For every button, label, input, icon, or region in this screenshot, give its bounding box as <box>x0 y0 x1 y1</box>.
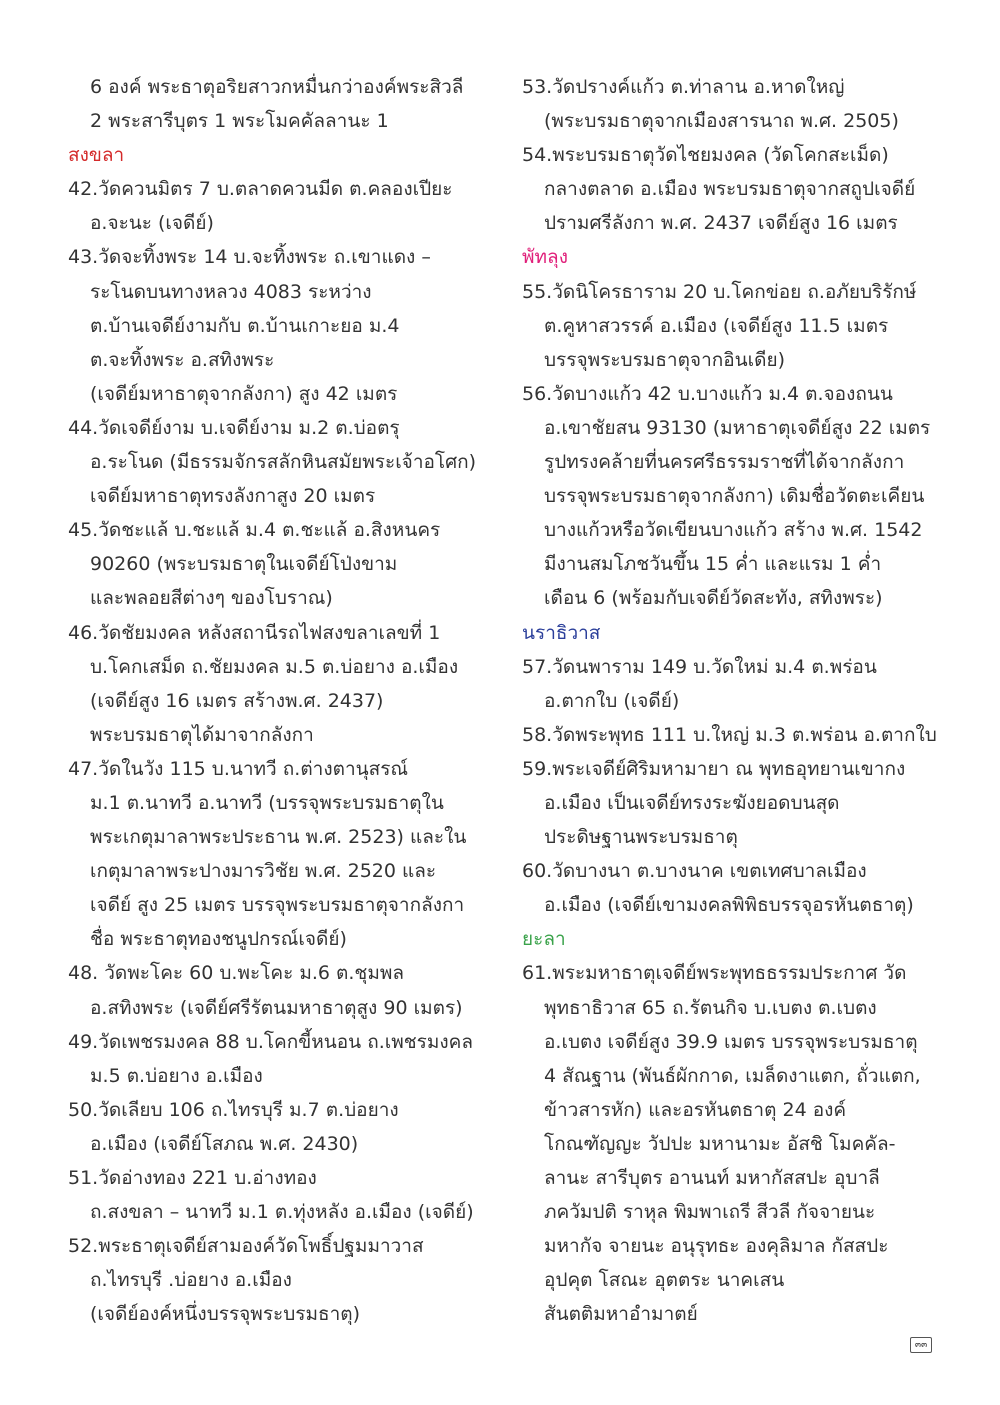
list-item-continuation: ปรามศรีลังกา พ.ศ. 2437 เจดีย์สูง 16 เมตร <box>544 212 898 235</box>
list-item-continuation: 4 สัณฐาน (พันธ์ผักกาด, เมล็ดงาแตก, ถั่วแตก, <box>544 1064 921 1087</box>
list-item: 50.วัดเลียบ 106 ถ.ไทรบุรี ม.7 ต.บ่อยาง <box>68 1098 399 1121</box>
list-item-continuation: เจดีย์ สูง 25 เมตร บรรจุพระบรมธาตุจากลังกา <box>90 894 465 917</box>
province-heading: นราธิวาส <box>522 621 601 644</box>
list-item-continuation: ภควัมปติ ราหุล พิมพาเถรี สีวลี กัจจายนะ <box>544 1201 876 1224</box>
list-item-continuation: ถ.สงขลา – นาทวี ม.1 ต.ทุ่งหลัง อ.เมือง (เจดีย์) <box>90 1201 474 1224</box>
list-item-continuation: อ.สทิงพระ (เจดีย์ศรีรัตนมหาธาตุสูง 90 เมตร) <box>90 996 463 1019</box>
list-item: 53.วัดปรางค์แก้ว ต.ท่าลาน อ.หาดใหญ่ <box>522 76 845 98</box>
list-item: 59.พระเจดีย์ศิริมหามายา ณ พุทธอุทยานเขากง <box>522 757 906 780</box>
list-item-continuation: พระบรมธาตุได้มาจากลังกา <box>90 723 314 746</box>
list-item-continuation: อุปคุต โสณะ อุตตระ นาคเสน <box>544 1269 785 1292</box>
list-item-continuation: 90260 (พระบรมธาตุในเจดีย์โป่งขาม <box>90 553 398 576</box>
page-number: ๓๓ <box>910 1337 932 1353</box>
list-item-continuation: อ.จะนะ (เจดีย์) <box>90 212 214 235</box>
list-item: 52.พระธาตุเจดีย์สามองค์วัดโพธิ์ปฐมมาวาส <box>68 1235 424 1258</box>
list-item-continuation: ต.จะทิ้งพระ อ.สทิงพระ <box>90 348 275 371</box>
list-item: 42.วัดควนมิตร 7 บ.ตลาดควนมีด ต.คลองเปียะ <box>68 178 453 201</box>
list-item: 54.พระบรมธาตุวัดไชยมงคล (วัดโคกสะเม็ด) <box>522 144 889 167</box>
list-item-continuation: บางแก้วหรือวัดเขียนบางแก้ว สร้าง พ.ศ. 1542 <box>544 519 923 542</box>
list-item-continuation: รูปทรงคล้ายที่นครศรีธรรมราชที่ได้จากลังกา <box>544 451 905 474</box>
list-item: 46.วัดชัยมงคล หลังสถานีรถไฟสงขลาเลขที่ 1 <box>68 621 441 644</box>
list-item-continuation: ชื่อ พระธาตุทองชนูปกรณ์เจดีย์) <box>90 928 347 951</box>
list-item-continuation: เดือน 6 (พร้อมกับเจดีย์วัดสะทัง, สทิงพระ) <box>544 587 883 610</box>
list-item-continuation: (เจดีย์สูง 16 เมตร สร้างพ.ศ. 2437) <box>90 689 384 712</box>
list-item-continuation: 2 พระสารีบุตร 1 พระโมคคัลลานะ 1 <box>90 110 389 133</box>
list-item-continuation: มีงานสมโภชวันขึ้น 15 ค่ำ และแรม 1 ค่ำ <box>544 553 882 576</box>
province-heading: ยะลา <box>522 928 566 951</box>
list-item: 56.วัดบางแก้ว 42 บ.บางแก้ว ม.4 ต.จองถนน <box>522 382 893 405</box>
list-item-continuation: อ.เขาชัยสน 93130 (มหาธาตุเจดีย์สูง 22 เมตร <box>544 416 931 439</box>
list-item-continuation: อ.เมือง (เจดีย์เขามงคลพิพิธบรรจุอรหันตธาตุ) <box>544 894 914 917</box>
list-item: 44.วัดเจดีย์งาม บ.เจดีย์งาม ม.2 ต.บ่อตรุ <box>68 416 400 439</box>
list-item: 51.วัดอ่างทอง 221 บ.อ่างทอง <box>68 1167 317 1189</box>
list-item-continuation: มหากัจ จายนะ อนุรุทธะ องคุลิมาล กัสสปะ <box>544 1235 889 1258</box>
list-item-continuation: อ.ตากใบ (เจดีย์) <box>544 689 680 712</box>
list-item: 48. วัดพะโคะ 60 บ.พะโคะ ม.6 ต.ชุมพล <box>68 962 405 985</box>
list-item-continuation: กลางตลาด อ.เมือง พระบรมธาตุจากสถูปเจดีย์ <box>544 178 916 201</box>
list-item-continuation: ประดิษฐานพระบรมธาตุ <box>544 826 738 849</box>
list-item-continuation: อ.เมือง เป็นเจดีย์ทรงระฆังยอดบนสุด <box>544 791 840 814</box>
left-column <box>68 70 488 1331</box>
list-item-continuation: (พระบรมธาตุจากเมืองสารนาถ พ.ศ. 2505) <box>544 110 899 133</box>
list-item: 43.วัดจะทิ้งพระ 14 บ.จะทิ้งพระ ถ.เขาแดง – <box>68 246 431 269</box>
list-item-continuation: เจดีย์มหาธาตุทรงลังกาสูง 20 เมตร <box>90 485 376 508</box>
list-item-continuation: ต.บ้านเจดีย์งามกับ ต.บ้านเกาะยอ ม.4 <box>90 314 400 337</box>
list-item-continuation: อ.เมือง (เจดีย์โสภณ พ.ศ. 2430) <box>90 1132 359 1155</box>
list-item: 45.วัดชะแล้ บ.ชะแล้ ม.4 ต.ชะแล้ อ.สิงหนคร <box>68 519 441 542</box>
province-heading: พัทลุง <box>522 246 568 269</box>
list-item: 60.วัดบางนา ต.บางนาค เขตเทศบาลเมือง <box>522 860 867 883</box>
list-item-continuation: ระโนดบนทางหลวง 4083 ระหว่าง <box>90 280 372 303</box>
list-item-continuation: โกณฑัญญะ วัปปะ มหานามะ อัสชิ โมคคัล- <box>544 1132 896 1155</box>
list-item-continuation: บรรจุพระบรมธาตุจากอินเดีย) <box>544 348 786 371</box>
list-item-continuation: ม.1 ต.นาทวี อ.นาทวี (บรรจุพระบรมธาตุใน <box>90 791 444 814</box>
list-item-continuation: บ.โคกเสม็ด ถ.ชัยมงคล ม.5 ต.บ่อยาง อ.เมือง <box>90 655 459 678</box>
list-item-continuation: (เจดีย์องค์หนึ่งบรรจุพระบรมธาตุ) <box>90 1303 361 1326</box>
right-column <box>522 70 952 1331</box>
list-item: 57.วัดนพาราม 149 บ.วัดใหม่ ม.4 ต.พร่อน <box>522 655 877 678</box>
list-item-continuation: ม.5 ต.บ่อยาง อ.เมือง <box>90 1064 263 1087</box>
list-item-continuation: ข้าวสารหัก) และอรหันตธาตุ 24 องค์ <box>544 1098 847 1121</box>
list-item-continuation: อ.ระโนด (มีธรรมจักรสลักหินสมัยพระเจ้าอโศก) <box>90 451 477 474</box>
province-heading: สงขลา <box>68 144 125 167</box>
list-item-continuation: และพลอยสีต่างๆ ของโบราณ) <box>90 587 333 610</box>
list-item: 58.วัดพระพุทธ 111 บ.ใหญ่ ม.3 ต.พร่อน อ.ตากใบ <box>522 723 937 746</box>
list-item-continuation: ถ.ไทรบุรี .บ่อยาง อ.เมือง <box>90 1269 292 1292</box>
list-item-continuation: พระเกตุมาลาพระประธาน พ.ศ. 2523) และใน <box>90 826 467 849</box>
list-item-continuation: ต.คูหาสวรรค์ อ.เมือง (เจดีย์สูง 11.5 เมตร <box>544 314 889 337</box>
list-item: 55.วัดนิโครธาราม 20 บ.โคกข่อย ถ.อภัยบริรักษ์ <box>522 280 917 303</box>
list-item-continuation: สันตติมหาอำมาตย์ <box>544 1303 698 1326</box>
list-item-continuation: 6 องค์ พระธาตุอริยสาวกหมื่นกว่าองค์พระสิวลี <box>90 76 464 98</box>
list-item-continuation: เกตุมาลาพระปางมารวิชัย พ.ศ. 2520 และ <box>90 860 437 883</box>
list-item: 49.วัดเพชรมงคล 88 บ.โคกขี้หนอน ถ.เพชรมงคล <box>68 1030 474 1053</box>
list-item: 47.วัดในวัง 115 บ.นาทวี ถ.ต่างตานุสรณ์ <box>68 757 409 780</box>
list-item-continuation: อ.เบตง เจดีย์สูง 39.9 เมตร บรรจุพระบรมธาตุ <box>544 1030 918 1053</box>
list-item-continuation: พุทธาธิวาส 65 ถ.รัตนกิจ บ.เบตง ต.เบตง <box>544 996 877 1019</box>
list-item: 61.พระมหาธาตุเจดีย์พระพุทธธรรมประกาศ วัด <box>522 962 907 985</box>
list-item-continuation: ลานะ สารีบุตร อานนท์ มหากัสสปะ อุบาลี <box>544 1167 880 1189</box>
list-item-continuation: (เจดีย์มหาธาตุจากลังกา) สูง 42 เมตร <box>90 382 398 405</box>
list-item-continuation: บรรจุพระบรมธาตุจากลังกา) เดิมชื่อวัดตะเคียน <box>544 485 925 508</box>
